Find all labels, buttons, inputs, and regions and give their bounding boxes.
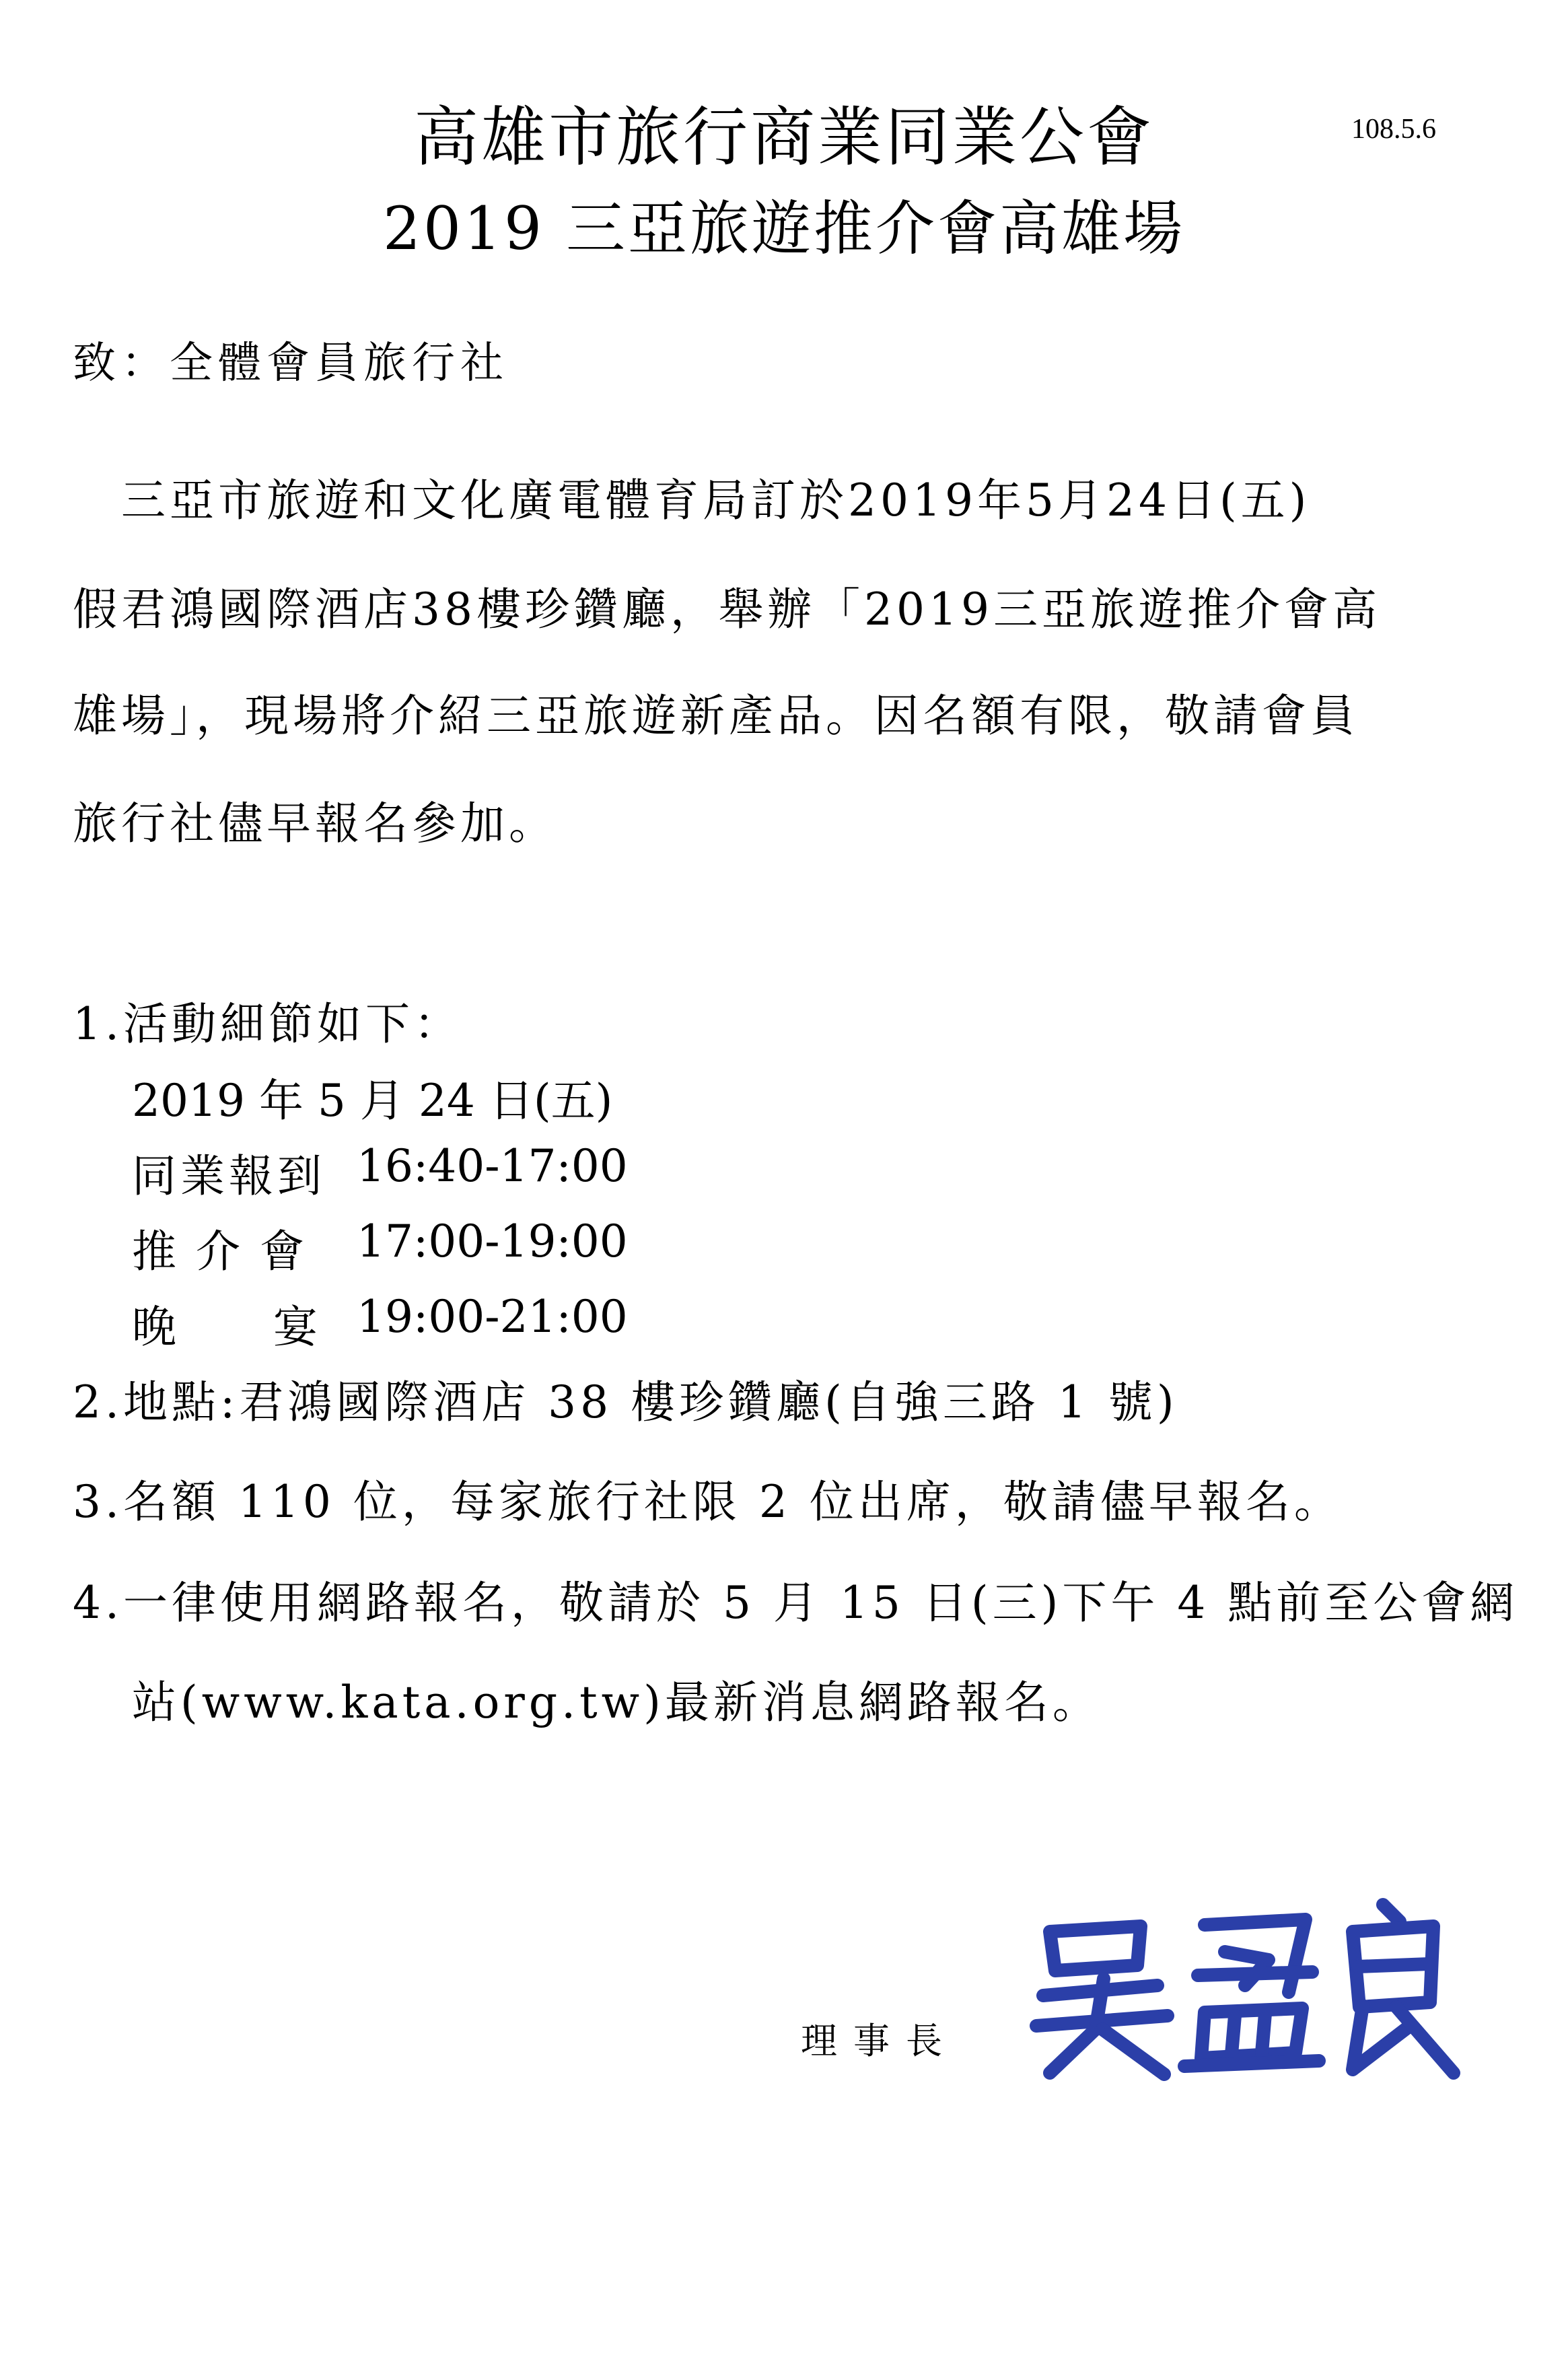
recipient-line: 致：全體會員旅行社 [73,339,509,388]
item-1-title: 1.活動細節如下： [73,998,462,1050]
schedule-time-presentation: 17:00-19:00 [357,1215,628,1267]
body-line-1: 三亞市旅遊和文化廣電體育局訂於2019年5月24日(五) [73,474,1311,526]
document-date: 108.5.6 [1351,114,1436,145]
handwritten-signature [1023,1884,1481,2086]
event-date: 2019 年 5 月 24 日(五) [132,1075,613,1127]
schedule-label-dinner: 晚 宴 [132,1301,320,1353]
item-4-line-1: 4.一律使用網路報名，敬請於 5 月 15 日(三)下午 4 點前至公會網 [73,1577,1519,1629]
body-line-2: 假君鴻國際酒店38樓珍鑽廳，舉辦「2019三亞旅遊推介會高 [73,584,1381,635]
schedule-label-checkin: 同業報到 [132,1150,326,1202]
item-3-quota: 3.名額 110 位，每家旅行社限 2 位出席，敬請儘早報名。 [73,1476,1343,1528]
body-line-3: 雄場」，現場將介紹三亞旅遊新產品。因名額有限，敬請會員 [73,690,1359,742]
item-2-venue: 2.地點:君鴻國際酒店 38 樓珍鑽廳(自強三路 1 號) [73,1376,1178,1428]
document-title: 高雄市旅行商業同業公會 [414,100,1154,175]
document-subtitle: 2019 三亞旅遊推介會高雄場 [383,194,1185,263]
schedule-time-dinner: 19:00-21:00 [357,1291,628,1343]
schedule-label-presentation: 推 介 會 [132,1226,307,1277]
body-line-4: 旅行社儘早報名參加。 [73,798,557,849]
signature-title: 理事長 [801,2020,958,2062]
schedule-time-checkin: 16:40-17:00 [357,1140,628,1192]
item-4-line-2: 站(www.kata.org.tw)最新消息網路報名。 [132,1677,1101,1728]
